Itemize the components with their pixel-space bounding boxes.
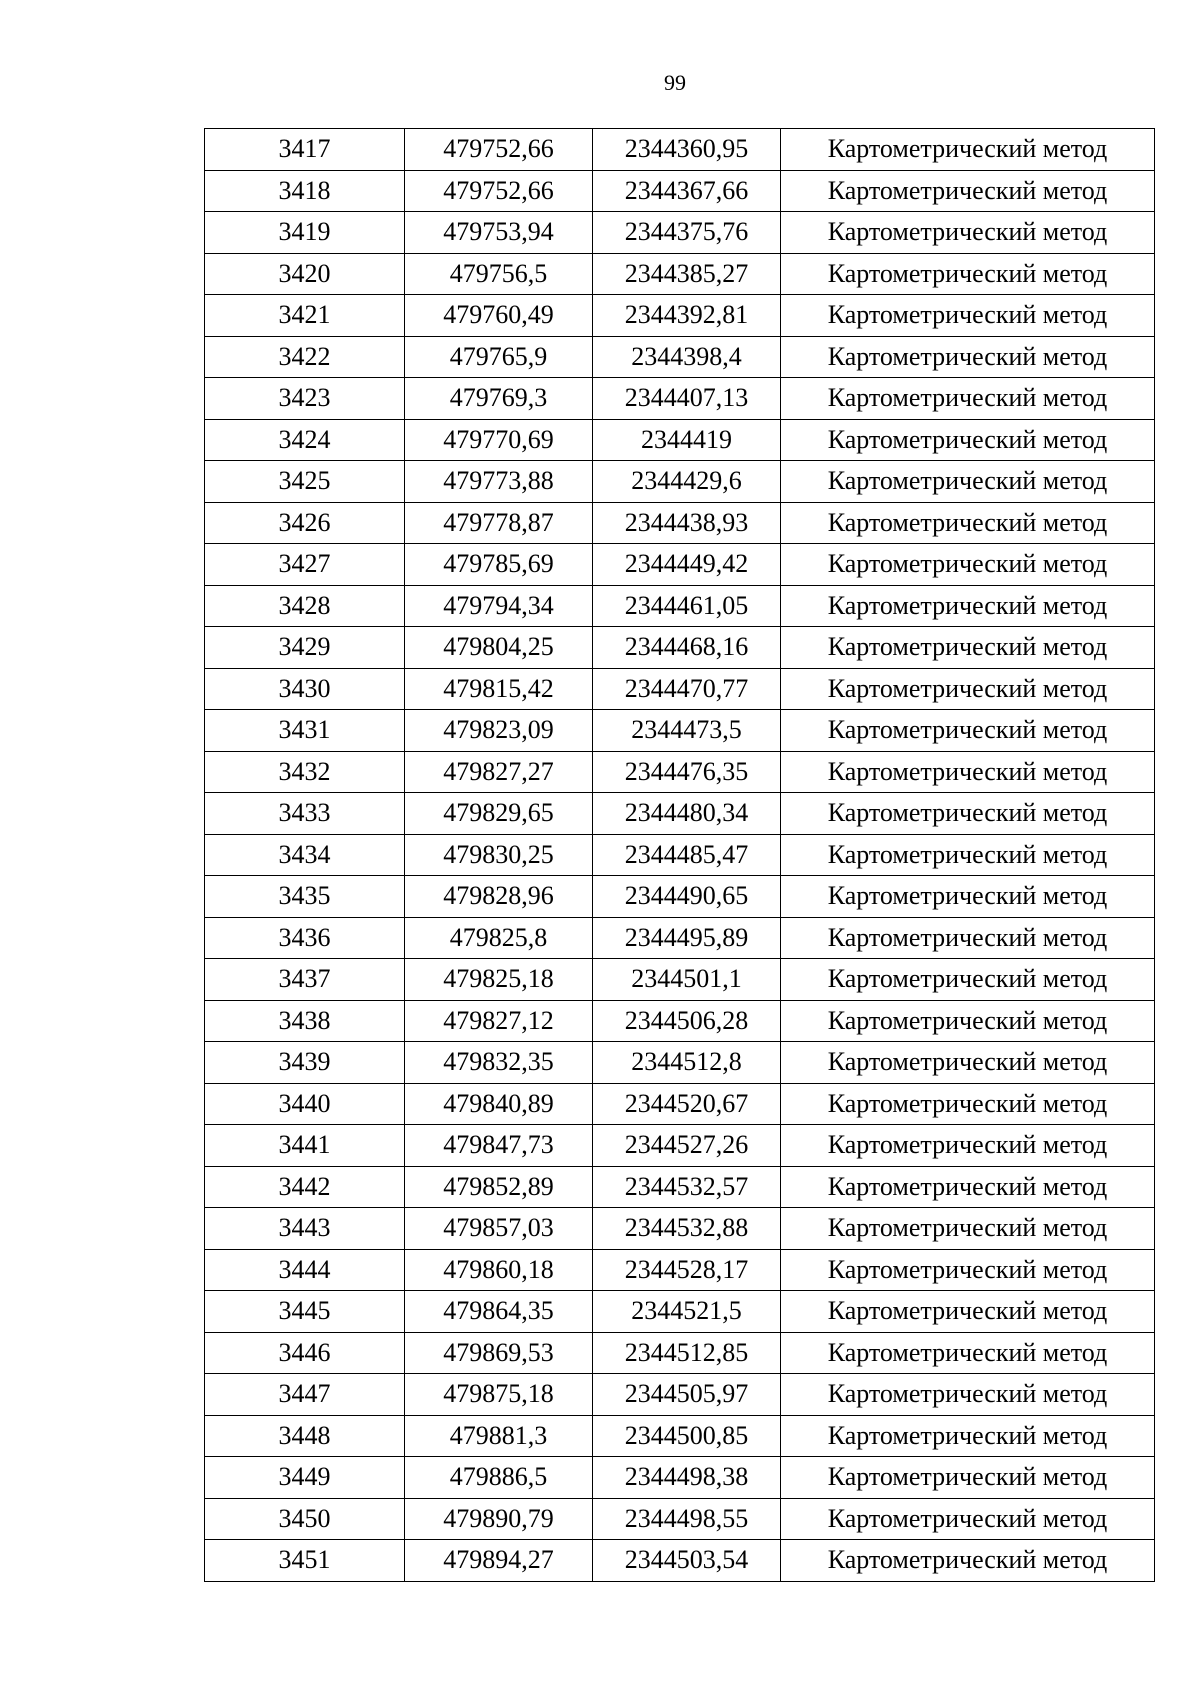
table-row: [205, 1208, 1155, 1250]
point-number-cell: 3440: [205, 1083, 405, 1125]
point-number-cell: 3432: [205, 751, 405, 793]
y-coordinate-cell: 2344398,4: [593, 336, 781, 378]
method-cell: Картометрический метод: [781, 1457, 1155, 1499]
point-number-cell: 3442: [205, 1166, 405, 1208]
point-number-cell: 3447: [205, 1374, 405, 1416]
method-cell: Картометрический метод: [781, 1000, 1155, 1042]
point-number-cell: 3449: [205, 1457, 405, 1499]
point-number-cell: 3429: [205, 627, 405, 669]
x-coordinate-cell: 479752,66: [405, 129, 593, 171]
point-number-cell: 3427: [205, 544, 405, 586]
x-coordinate-cell: 479881,3: [405, 1415, 593, 1457]
point-number-cell: 3450: [205, 1498, 405, 1540]
table-row: [205, 959, 1155, 1001]
x-coordinate-cell: 479830,25: [405, 834, 593, 876]
table-row: [205, 419, 1155, 461]
x-coordinate-cell: 479832,35: [405, 1042, 593, 1084]
x-coordinate-cell: 479804,25: [405, 627, 593, 669]
point-number-cell: 3426: [205, 502, 405, 544]
table-row: [205, 253, 1155, 295]
y-coordinate-cell: 2344532,88: [593, 1208, 781, 1250]
table-row: [205, 170, 1155, 212]
y-coordinate-cell: 2344438,93: [593, 502, 781, 544]
y-coordinate-cell: 2344528,17: [593, 1249, 781, 1291]
x-coordinate-cell: 479785,69: [405, 544, 593, 586]
method-cell: Картометрический метод: [781, 1125, 1155, 1167]
y-coordinate-cell: 2344506,28: [593, 1000, 781, 1042]
x-coordinate-cell: 479894,27: [405, 1540, 593, 1582]
page-number: 99: [664, 70, 686, 95]
point-number-cell: 3451: [205, 1540, 405, 1582]
method-cell: Картометрический метод: [781, 751, 1155, 793]
x-coordinate-cell: 479857,03: [405, 1208, 593, 1250]
method-cell: Картометрический метод: [781, 1249, 1155, 1291]
method-cell: Картометрический метод: [781, 917, 1155, 959]
method-cell: Картометрический метод: [781, 378, 1155, 420]
y-coordinate-cell: 2344503,54: [593, 1540, 781, 1582]
method-cell: Картометрический метод: [781, 212, 1155, 254]
x-coordinate-cell: 479825,8: [405, 917, 593, 959]
point-number-cell: 3439: [205, 1042, 405, 1084]
y-coordinate-cell: 2344367,66: [593, 170, 781, 212]
x-coordinate-cell: 479756,5: [405, 253, 593, 295]
method-cell: Картометрический метод: [781, 336, 1155, 378]
x-coordinate-cell: 479828,96: [405, 876, 593, 918]
table-row: [205, 1042, 1155, 1084]
method-cell: Картометрический метод: [781, 1540, 1155, 1582]
method-cell: Картометрический метод: [781, 419, 1155, 461]
point-number-cell: 3438: [205, 1000, 405, 1042]
table-row: [205, 585, 1155, 627]
table-row: [205, 1249, 1155, 1291]
y-coordinate-cell: 2344429,6: [593, 461, 781, 503]
table-row: [205, 1332, 1155, 1374]
x-coordinate-cell: 479886,5: [405, 1457, 593, 1499]
y-coordinate-cell: 2344449,42: [593, 544, 781, 586]
point-number-cell: 3434: [205, 834, 405, 876]
table-row: [205, 336, 1155, 378]
point-number-cell: 3445: [205, 1291, 405, 1333]
table-row: [205, 1540, 1155, 1582]
point-number-cell: 3417: [205, 129, 405, 171]
point-number-cell: 3420: [205, 253, 405, 295]
method-cell: Картометрический метод: [781, 710, 1155, 752]
table-row: [205, 1166, 1155, 1208]
method-cell: Картометрический метод: [781, 461, 1155, 503]
table-row: [205, 876, 1155, 918]
y-coordinate-cell: 2344473,5: [593, 710, 781, 752]
x-coordinate-cell: 479825,18: [405, 959, 593, 1001]
y-coordinate-cell: 2344468,16: [593, 627, 781, 669]
table-row: [205, 1498, 1155, 1540]
x-coordinate-cell: 479823,09: [405, 710, 593, 752]
x-coordinate-cell: 479847,73: [405, 1125, 593, 1167]
x-coordinate-cell: 479827,12: [405, 1000, 593, 1042]
table-row: [205, 1083, 1155, 1125]
method-cell: Картометрический метод: [781, 1166, 1155, 1208]
table-row: [205, 502, 1155, 544]
y-coordinate-cell: 2344501,1: [593, 959, 781, 1001]
point-number-cell: 3448: [205, 1415, 405, 1457]
x-coordinate-cell: 479765,9: [405, 336, 593, 378]
x-coordinate-cell: 479890,79: [405, 1498, 593, 1540]
x-coordinate-cell: 479753,94: [405, 212, 593, 254]
y-coordinate-cell: 2344520,67: [593, 1083, 781, 1125]
method-cell: Картометрический метод: [781, 1374, 1155, 1416]
table-row: [205, 129, 1155, 171]
x-coordinate-cell: 479875,18: [405, 1374, 593, 1416]
x-coordinate-cell: 479760,49: [405, 295, 593, 337]
y-coordinate-cell: 2344527,26: [593, 1125, 781, 1167]
point-number-cell: 3435: [205, 876, 405, 918]
method-cell: Картометрический метод: [781, 170, 1155, 212]
table-row: [205, 1415, 1155, 1457]
coordinates-table: [204, 128, 1155, 1582]
point-number-cell: 3428: [205, 585, 405, 627]
y-coordinate-cell: 2344490,65: [593, 876, 781, 918]
y-coordinate-cell: 2344500,85: [593, 1415, 781, 1457]
method-cell: Картометрический метод: [781, 959, 1155, 1001]
y-coordinate-cell: 2344480,34: [593, 793, 781, 835]
y-coordinate-cell: 2344407,13: [593, 378, 781, 420]
x-coordinate-cell: 479829,65: [405, 793, 593, 835]
y-coordinate-cell: 2344385,27: [593, 253, 781, 295]
y-coordinate-cell: 2344521,5: [593, 1291, 781, 1333]
y-coordinate-cell: 2344485,47: [593, 834, 781, 876]
x-coordinate-cell: 479794,34: [405, 585, 593, 627]
method-cell: Картометрический метод: [781, 668, 1155, 710]
point-number-cell: 3419: [205, 212, 405, 254]
method-cell: Картометрический метод: [781, 1332, 1155, 1374]
y-coordinate-cell: 2344470,77: [593, 668, 781, 710]
y-coordinate-cell: 2344505,97: [593, 1374, 781, 1416]
method-cell: Картометрический метод: [781, 627, 1155, 669]
y-coordinate-cell: 2344498,38: [593, 1457, 781, 1499]
table-row: [205, 793, 1155, 835]
table-row: [205, 1000, 1155, 1042]
x-coordinate-cell: 479827,27: [405, 751, 593, 793]
x-coordinate-cell: 479752,66: [405, 170, 593, 212]
point-number-cell: 3436: [205, 917, 405, 959]
table-row: [205, 212, 1155, 254]
point-number-cell: 3441: [205, 1125, 405, 1167]
method-cell: Картометрический метод: [781, 253, 1155, 295]
x-coordinate-cell: 479770,69: [405, 419, 593, 461]
table-row: [205, 1125, 1155, 1167]
y-coordinate-cell: 2344476,35: [593, 751, 781, 793]
point-number-cell: 3446: [205, 1332, 405, 1374]
table-row: [205, 710, 1155, 752]
method-cell: Картометрический метод: [781, 1042, 1155, 1084]
x-coordinate-cell: 479840,89: [405, 1083, 593, 1125]
y-coordinate-cell: 2344512,85: [593, 1332, 781, 1374]
y-coordinate-cell: 2344461,05: [593, 585, 781, 627]
point-number-cell: 3425: [205, 461, 405, 503]
point-number-cell: 3418: [205, 170, 405, 212]
table-row: [205, 834, 1155, 876]
method-cell: Картометрический метод: [781, 129, 1155, 171]
x-coordinate-cell: 479869,53: [405, 1332, 593, 1374]
method-cell: Картометрический метод: [781, 834, 1155, 876]
table-row: [205, 917, 1155, 959]
method-cell: Картометрический метод: [781, 502, 1155, 544]
point-number-cell: 3422: [205, 336, 405, 378]
y-coordinate-cell: 2344375,76: [593, 212, 781, 254]
y-coordinate-cell: 2344495,89: [593, 917, 781, 959]
y-coordinate-cell: 2344512,8: [593, 1042, 781, 1084]
x-coordinate-cell: 479769,3: [405, 378, 593, 420]
method-cell: Картометрический метод: [781, 1415, 1155, 1457]
y-coordinate-cell: 2344392,81: [593, 295, 781, 337]
point-number-cell: 3430: [205, 668, 405, 710]
x-coordinate-cell: 479864,35: [405, 1291, 593, 1333]
method-cell: Картометрический метод: [781, 876, 1155, 918]
point-number-cell: 3444: [205, 1249, 405, 1291]
point-number-cell: 3431: [205, 710, 405, 752]
y-coordinate-cell: 2344498,55: [593, 1498, 781, 1540]
x-coordinate-cell: 479778,87: [405, 502, 593, 544]
table-row: [205, 1457, 1155, 1499]
y-coordinate-cell: 2344532,57: [593, 1166, 781, 1208]
table-row: [205, 751, 1155, 793]
point-number-cell: 3433: [205, 793, 405, 835]
method-cell: Картометрический метод: [781, 793, 1155, 835]
x-coordinate-cell: 479860,18: [405, 1249, 593, 1291]
table-row: [205, 668, 1155, 710]
table-row: [205, 295, 1155, 337]
x-coordinate-cell: 479852,89: [405, 1166, 593, 1208]
x-coordinate-cell: 479815,42: [405, 668, 593, 710]
point-number-cell: 3443: [205, 1208, 405, 1250]
method-cell: Картометрический метод: [781, 585, 1155, 627]
method-cell: Картометрический метод: [781, 1498, 1155, 1540]
point-number-cell: 3423: [205, 378, 405, 420]
coordinates-table-body: [205, 129, 1155, 1582]
method-cell: Картометрический метод: [781, 1208, 1155, 1250]
table-row: [205, 461, 1155, 503]
point-number-cell: 3421: [205, 295, 405, 337]
method-cell: Картометрический метод: [781, 1083, 1155, 1125]
y-coordinate-cell: 2344419: [593, 419, 781, 461]
table-row: [205, 627, 1155, 669]
y-coordinate-cell: 2344360,95: [593, 129, 781, 171]
method-cell: Картометрический метод: [781, 295, 1155, 337]
table-row: [205, 544, 1155, 586]
point-number-cell: 3437: [205, 959, 405, 1001]
x-coordinate-cell: 479773,88: [405, 461, 593, 503]
method-cell: Картометрический метод: [781, 544, 1155, 586]
point-number-cell: 3424: [205, 419, 405, 461]
table-row: [205, 1291, 1155, 1333]
table-row: [205, 378, 1155, 420]
table-row: [205, 1374, 1155, 1416]
method-cell: Картометрический метод: [781, 1291, 1155, 1333]
